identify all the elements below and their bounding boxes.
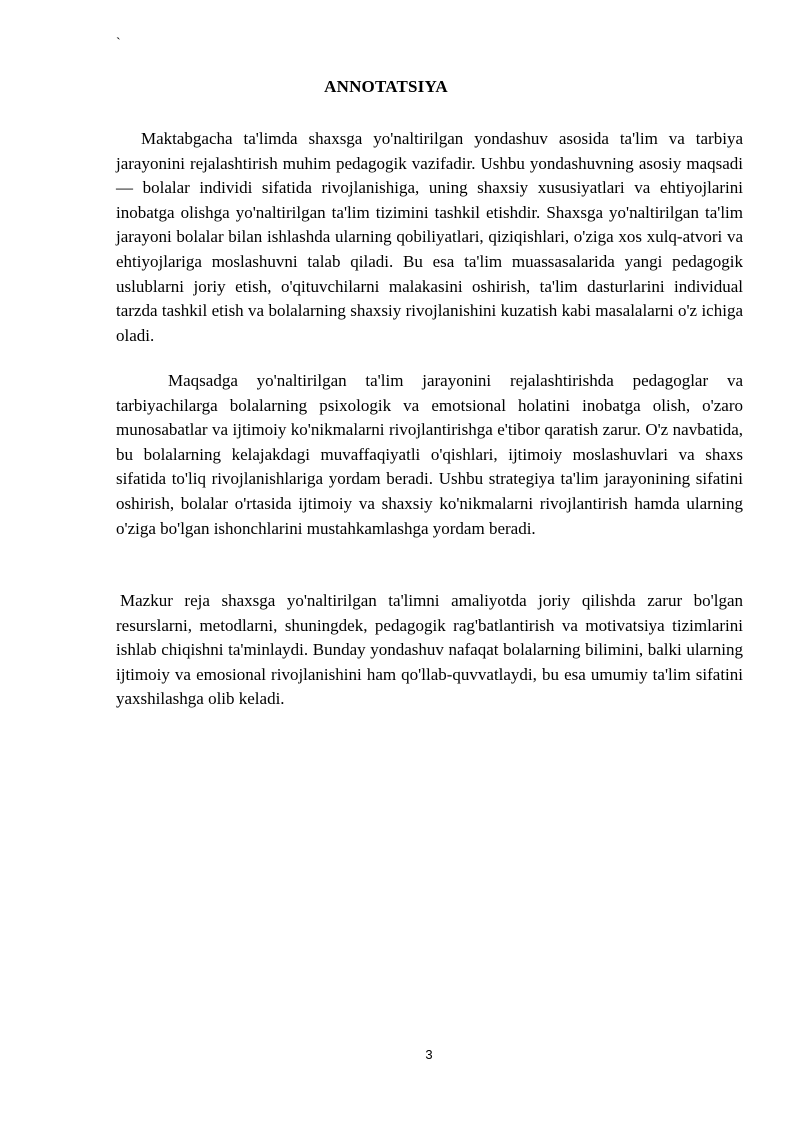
stray-mark: ` <box>116 36 121 51</box>
paragraph-1: Maktabgacha ta'limda shaxsga yo'naltirilgan yondashuv asosida ta'lim va tarbiya jarayonini rejalashtirish muhim pedagogik vazifadir. Ushbu yondashuvning asosiy maqsadi — bolalar individi sifatida rivojlanishiga, uning shaxsiy xususiyatlari va ehtiyojlarini inobatga olishga yo'naltirilgan ta'lim tizimini tashkil etishdir. Shaxsga yo'naltirilgan ta'lim jarayoni bolalar bilan ishlashda ularning qobiliyatlari, qiziqishlari, o'ziga xos xulq-atvori va ehtiyojlariga moslashuvni talab qiladi. Bu esa ta'lim muassasalarida yangi pedagogik uslublarni joriy etish, o'qituvchilarni malakasini oshirish, ta'lim dasturlarini individual tarzda tashkil etish va bolalarning shaxsiy rivojlanishini kuzatish kabi masalalarni o'z ichiga oladi. <box>116 129 743 345</box>
paragraph-2: Maqsadga yo'naltirilgan ta'lim jarayonini rejalashtirishda pedagoglar va tarbiyachilarga bolalarning psixologik va emotsional holatini inobatga olish, o'zaro munosabatlar va ijtimoiy ko'nikmalarni rivojlantirishga e'tibor qaratish zarur. O'z navbatida, bu bolalarning kelajakdagi muvaffaqiyatli o'qishlari, ijtimoiy moslashuvlari va shaxs sifatida to'liq rivojlanishlariga yordam beradi. Ushbu strategiya ta'lim jarayonining sifatini oshirish, bolalar o'rtasida ijtimoiy va shaxsiy ko'nikmalarni rivojlantirish hamda ularning o'ziga bo'lgan ishonchlarini mustahkamlashga yordam beradi. <box>116 371 743 538</box>
page-number: 3 <box>425 1047 433 1062</box>
paragraph-3: Mazkur reja shaxsga yo'naltirilgan ta'limni amaliyotda joriy qilishda zarur bo'lgan resurslarni, metodlarni, shuningdek, pedagogik rag'batlantirish va motivatsiya tizimlarini ishlab chiqishni ta'minlaydi. Bunday yondashuv nafaqat bolalarning bilimini, balki ularning ijtimoiy va emosional rivojlanishini ham qo'llab-quvvatlaydi, bu esa umumiy ta'lim sifatini yaxshilashga olib keladi. <box>116 591 743 709</box>
page-title: ANNOTATSIYA <box>324 77 448 96</box>
